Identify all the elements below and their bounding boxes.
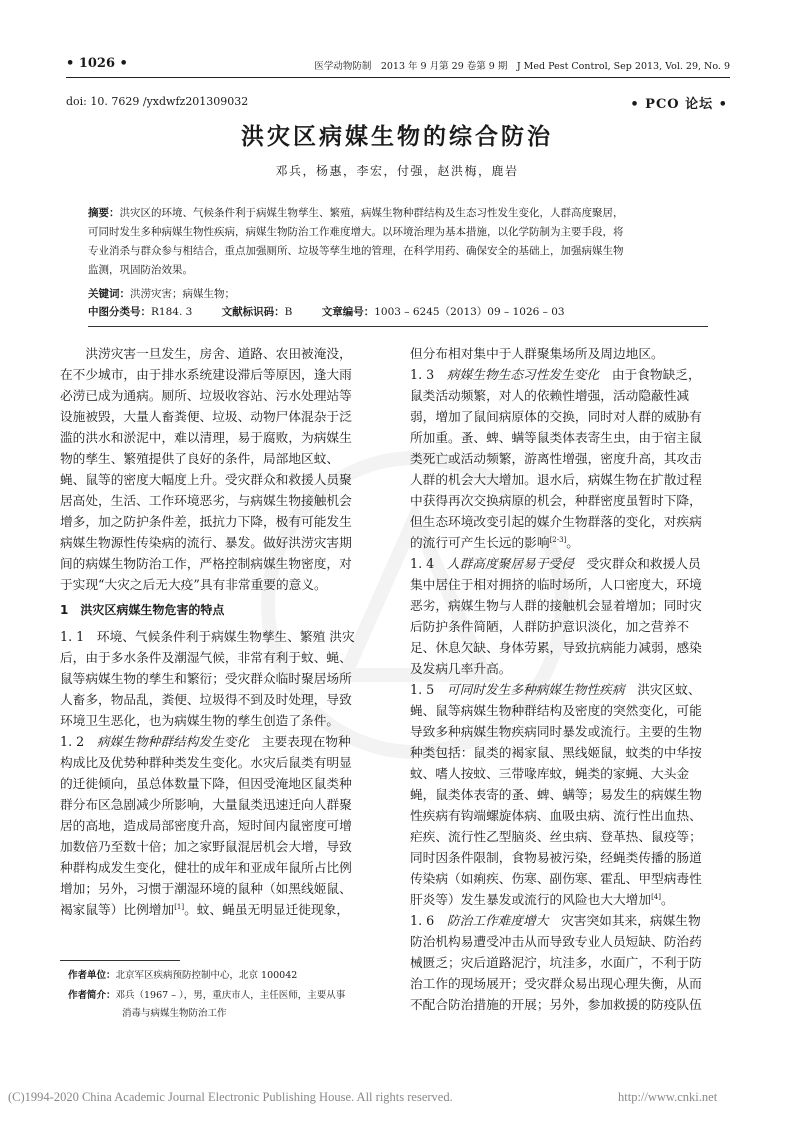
text-line: 的迁徙倾向，虽总体数量下降，但因受淹地区鼠类种	[60, 776, 352, 791]
text-line: 同时因条件限制，食物易被污染，经蝇类传播的肠道	[410, 850, 702, 865]
text-line: 蝇，鼠类体表寄的蚤、蜱、螨等；易发生的病媒生物	[410, 787, 702, 802]
header-rule	[66, 77, 730, 78]
text-line: 不配合防治措施的开展；另外，参加救援的防疫队伍	[410, 997, 702, 1012]
text-line: 及发病几率升高。	[410, 661, 512, 676]
footnote-affiliation: 作者单位：北京军区疾病预防控制中心，北京 100042	[68, 970, 298, 981]
page-number: • 1026 •	[66, 56, 128, 71]
text-line: 滥的洪水和淤泥中，难以清理，易于腐败，为病媒生	[60, 430, 352, 445]
text-line: 蚊、嗜人按蚊、三带喙库蚊，蝇类的家蝇、大头金	[410, 766, 690, 781]
citation-ref[interactable]: [1]	[174, 902, 185, 911]
text-line: 群分布区急剧减少所影响，大量鼠类迅速迁向人群聚	[60, 797, 352, 812]
text-line: 加数倍乃至数十倍；加之家野鼠混居机会大增，导致	[60, 839, 352, 854]
clc-value: R184. 3	[151, 306, 193, 318]
text-line: 治工作的现场展开；受灾群众易出现心理失衡，从而	[410, 976, 702, 991]
text-line: 居高处，生活、工作环境恶劣，与病媒生物接触机会	[60, 493, 352, 508]
text-line: 增加；另外，习惯于潮湿环境的鼠种（如黑线姬鼠、	[60, 881, 352, 896]
footnote-author-bio-cont: 消毒与病媒生物防治工作	[122, 1008, 227, 1019]
text-line: 中获得再次交换病原的机会，种群密度虽暂时下降，	[410, 493, 702, 508]
text-line: 蝇、鼠等病媒生物种群结构及密度的突然变化，可能	[410, 703, 702, 718]
abstract-line: 可同时发生多种病媒生物性疾病，病媒生物防治工作难度增大。以环境治理为基本措施，以化学防制为主要手段，将	[88, 226, 624, 238]
text-line: 人群的机会大大增加。退水后，病媒生物在扩散过程	[410, 472, 702, 487]
paper-title: 洪灾区病媒生物的综合防治	[241, 123, 553, 150]
text-line: 人畜多，物品乱，粪便、垃圾得不到及时处理，导致	[60, 692, 352, 707]
abstract	[88, 204, 708, 280]
copyright-notice	[8, 1090, 718, 1105]
text-line: 1. 3 病媒生物生态习性发生变化 由于食物缺乏，	[410, 367, 701, 382]
text-line: 集中居住于相对拥挤的临时场所，人口密度大，环境	[410, 577, 702, 592]
text-line: 间的病媒生物防治工作，严格控制病媒生物密度，对	[60, 556, 352, 571]
article-no-value: 1003 – 6245（2013）09 – 1026 – 03	[374, 306, 565, 318]
running-header	[66, 56, 730, 74]
journal-info: 医学动物防制 2013 年 9 月第 29 卷第 9 期 J Med Pest Control, Sep 2013, Vol. 29, No. 9	[314, 61, 730, 72]
doc-code-label: 文献标识码：	[221, 306, 285, 318]
text-line: 于实现“大灾之后无大疫”具有非常重要的意义。	[60, 577, 327, 592]
text-line: 物的孳生、繁殖提供了良好的条件，局部地区蚊、	[60, 451, 340, 466]
text-line: 械匮乏；灾后道路泥泞，坑洼多，水面广，不利于防	[410, 955, 702, 970]
text-line: 所加重。蚤、蜱、螨等鼠类体表寄生虫，由于宿主鼠	[410, 430, 702, 445]
abstract-line: 摘要：洪灾区的环境、气候条件利于病媒生物孳生、繁殖，病媒生物种群结构及生态习性发生变化，人群高度聚居，	[88, 207, 624, 219]
column-label: • PCO 论坛 •	[630, 97, 728, 112]
authors: 邓兵，杨惠，李宏，付强，赵洪梅，鹿岩	[275, 164, 519, 178]
cnki-link[interactable]: http://www.cnki.net	[618, 1090, 718, 1104]
copyright-text: (C)1994-2020 China Academic Journal Electronic Publishing House. All rights reserved.	[8, 1090, 453, 1104]
text-line: 性疾病有钩端螺旋体病、血吸虫病、流行性出血热、	[410, 808, 702, 823]
text-line: 后，由于多水条件及潮湿气候，非常有利于蚊、蝇、	[60, 650, 352, 665]
text-line: 1. 4 人群高度聚居易于受侵 受灾群众和救援人员	[410, 556, 701, 571]
text-line: 传染病（如痢疾、伤寒、副伤寒、霍乱、甲型病毒性	[410, 871, 702, 886]
citation-ref[interactable]: [2-3]	[549, 535, 567, 544]
footnote-rule	[60, 960, 180, 961]
text-line: 居的高地，造成局部密度升高，短时间内鼠密度可增	[60, 818, 352, 833]
text-line: 但生态环境改变引起的媒介生物群落的变化，对疾病	[410, 514, 702, 529]
text-line: 增多，加之防护条件差，抵抗力下降，极有可能发生	[60, 514, 352, 529]
abstract-label: 摘要：	[88, 207, 120, 219]
text-line: 1. 6 防治工作难度增大 灾害突如其来，病媒生物	[410, 913, 701, 928]
clc-label: 中图分类号：	[88, 306, 151, 318]
text-line: 足、休息欠缺、身体劳累，导致抗病能力减弱，感染	[410, 640, 702, 655]
text-line: 弱，增加了鼠间病原体的交换，同时对人群的威胁有	[410, 409, 702, 424]
keywords	[88, 286, 235, 301]
text-line: 后防护条件简陋，人群防护意识淡化，加之营养不	[410, 619, 690, 634]
text-line: 环境卫生恶化，也为病媒生物的孳生创造了条件。	[60, 713, 340, 728]
text-line: 鼠等病媒生物的孳生和繁衍；受灾群众临时聚居场所	[60, 671, 352, 686]
text-line: 种群构成发生变化，健壮的成年和亚成年鼠所占比例	[60, 860, 352, 875]
text-line: 1. 5 可同时发生多种病媒生物性疾病 洪灾区蚊、	[410, 682, 701, 697]
text-line: 种类包括：鼠类的褐家鼠、黑线姬鼠，蚊类的中华按	[410, 745, 702, 760]
keywords-value: 洪涝灾害；病媒生物；	[130, 288, 235, 300]
text-line: 鼠类活动频繁，对人的依赖性增强，活动隐蔽性减	[410, 388, 690, 403]
text-line: 蝇、鼠等的密度大幅度上升。受灾群众和救援人员聚	[60, 472, 352, 487]
abstract-line: 专业消杀与群众参与相结合，重点加强厕所、垃圾等孳生地的管理，在科学用药、确保安全的基础上，加强病媒生物	[88, 245, 624, 257]
text-line: 类死亡或活动频繁，游离性增强，密度升高，其攻击	[410, 451, 702, 466]
text-line: 在不少城市，由于排水系统建设滞后等原因，逢大雨	[60, 367, 352, 382]
text-line: 疟疾、流行性乙型脑炎、丝虫病、登革热、鼠疫等；	[410, 829, 702, 844]
footnote-author-bio: 作者简介：邓兵（1967 – ），男，重庆市人，主任医师，主要从事	[68, 990, 346, 1001]
text-line: 病媒生物源性传染病的流行、暴发。做好洪涝灾害期	[60, 535, 352, 550]
text-line: 恶劣，病媒生物与人群的接触机会显着增加；同时灾	[410, 598, 702, 613]
section-heading-1: 1 洪灾区病媒生物危害的特点	[60, 603, 225, 617]
right-column	[410, 343, 746, 1015]
text-line: 1. 2 病媒生物种群结构发生变化 主要表现在物种	[60, 734, 351, 749]
article-no-label: 文章编号：	[321, 306, 375, 318]
text-line: 洪涝灾害一旦发生，房舍、道路、农田被淹没，	[60, 346, 352, 361]
text-line: 肝炎等）发生暴发或流行的风险也大大增加[4]。	[410, 892, 674, 907]
text-line: 但分布相对集中于人群聚集场所及周边地区。	[410, 346, 664, 361]
text-line: 构成比及优势种群种类发生变化。水灾后鼠类有明显	[60, 755, 352, 770]
doi[interactable]: doi: 10. 7629 /yxdwfz201309032	[66, 95, 249, 108]
text-line: 导致多种病媒生物疾病同时暴发或流行。主要的生物	[410, 724, 702, 739]
abstract-line: 监测，巩固防治效果。	[88, 264, 193, 276]
text-line: 1. 1 环境、气候条件利于病媒生物孳生、繁殖 洪灾	[60, 629, 355, 644]
abstract-rule	[88, 326, 708, 327]
keywords-label: 关键词：	[88, 288, 130, 300]
left-column	[60, 343, 396, 920]
text-line: 防治机构易遭受冲击从而导致专业人员短缺、防治药	[410, 934, 702, 949]
classification	[88, 304, 565, 319]
text-line: 必涝已成为通病。厕所、垃圾收容站、污水处理站等	[60, 388, 352, 403]
text-line: 设施被毁，大量人畜粪便、垃圾、动物尸体混杂于泛	[60, 409, 352, 424]
text-line: 的流行可产生长远的影响[2-3]。	[410, 535, 579, 550]
citation-ref[interactable]: [4]	[651, 892, 661, 901]
doc-code-value: B	[284, 306, 293, 318]
text-line: 褐家鼠等）比例增加[1]。蚊、蝇虽无明显迁徙现象，	[60, 902, 350, 917]
